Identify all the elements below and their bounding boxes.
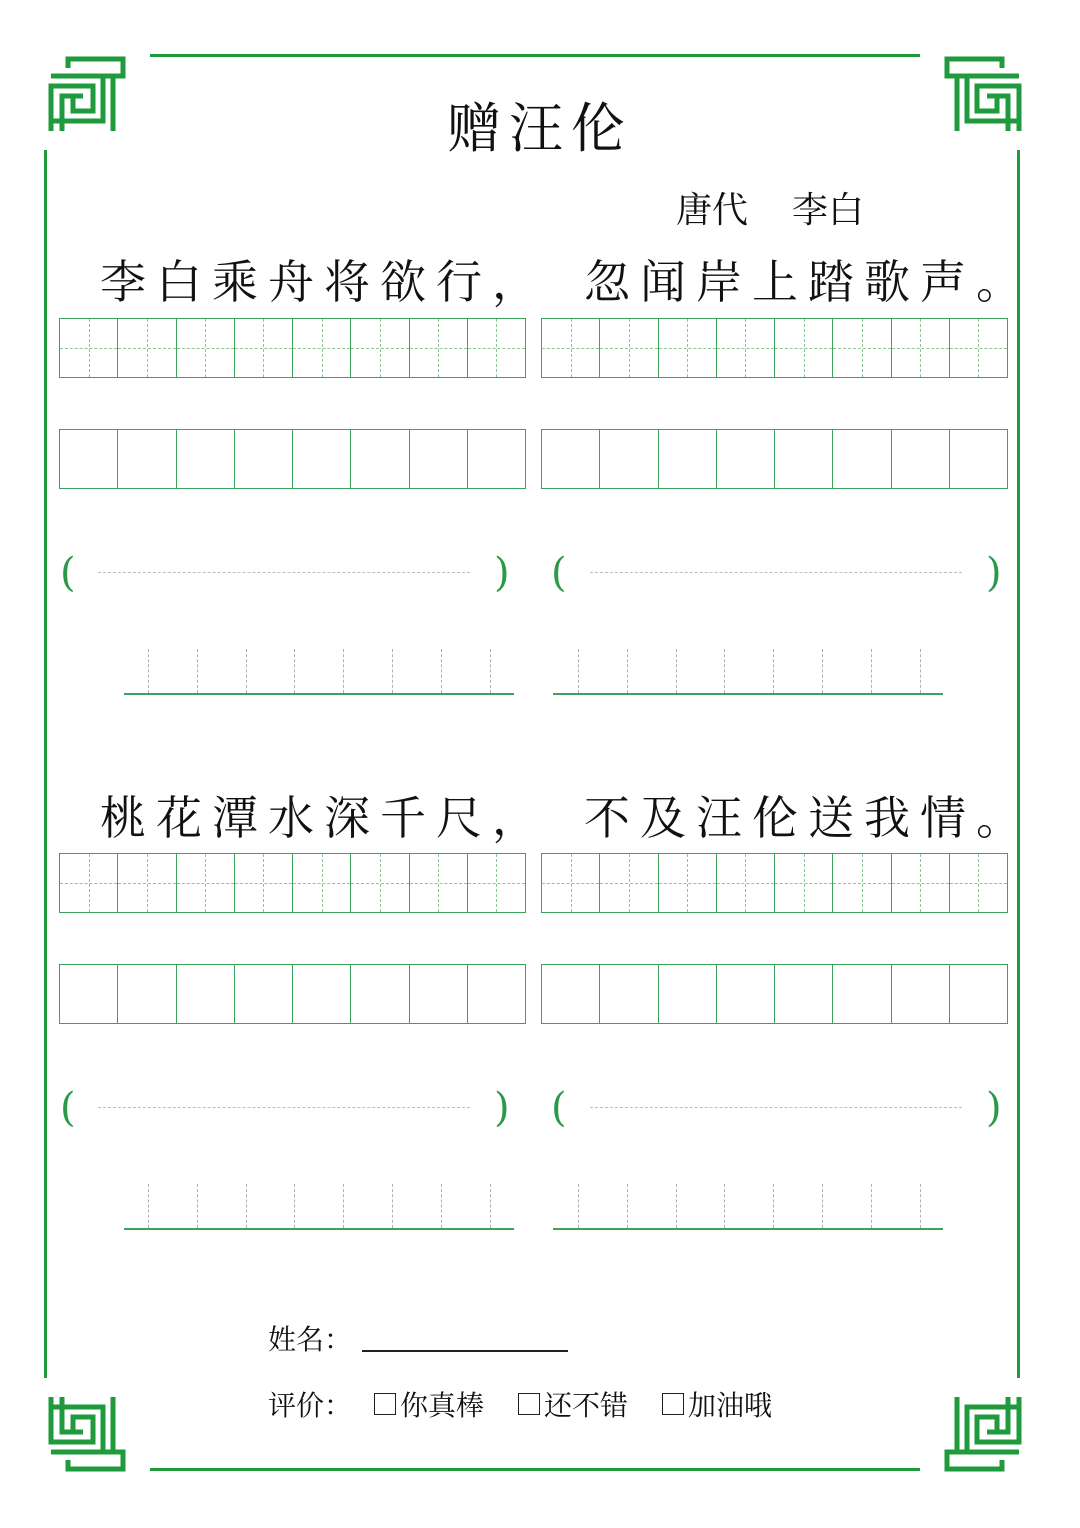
answer-dotted-line[interactable]: [590, 1107, 962, 1108]
grid-cell[interactable]: [542, 854, 600, 912]
pinyin-tick: [578, 649, 579, 693]
pinyin-tick: [822, 649, 823, 693]
grid-cell[interactable]: [410, 430, 468, 488]
frame-left: [44, 150, 47, 1378]
grid-cell[interactable]: [118, 854, 176, 912]
pinyin-tick: [920, 649, 921, 693]
tianzi-grid[interactable]: [541, 853, 1008, 913]
grid-cell[interactable]: [351, 430, 409, 488]
grid-cell[interactable]: [833, 430, 891, 488]
pinyin-tick: [246, 649, 247, 693]
grid-cell[interactable]: [468, 319, 525, 377]
close-paren: ): [494, 1085, 510, 1131]
tianzi-grid[interactable]: [541, 318, 1008, 378]
poem-line-2: 忽闻岸上踏歌声。: [584, 255, 1032, 309]
grid-cell[interactable]: [468, 965, 525, 1023]
grid-cell[interactable]: [833, 965, 891, 1023]
pinyin-tick: [871, 649, 872, 693]
name-label: 姓名：: [268, 1323, 353, 1356]
grid-cell[interactable]: [177, 430, 235, 488]
close-paren: ): [986, 550, 1002, 596]
corner-ornament-bottom-right: [944, 1394, 1022, 1472]
close-paren: ): [494, 550, 510, 596]
option-keep-going[interactable]: 加油哦: [662, 1384, 772, 1424]
pinyin-tick: [676, 649, 677, 693]
author-line: [676, 182, 864, 233]
grid-cell[interactable]: [118, 319, 176, 377]
open-paren: (: [60, 550, 76, 596]
tianzi-grid[interactable]: [59, 853, 526, 913]
grid-cell[interactable]: [293, 319, 351, 377]
grid-cell[interactable]: [542, 319, 600, 377]
name-input-line[interactable]: [362, 1350, 568, 1352]
poet-name: 李白: [792, 190, 865, 231]
pinyin-tick: [392, 649, 393, 693]
grid-cell[interactable]: [892, 319, 950, 377]
frame-bottom: [150, 1468, 920, 1471]
grid-cell[interactable]: [293, 430, 351, 488]
pinyin-tick: [294, 1184, 295, 1228]
pinyin-tick: [724, 649, 725, 693]
square-grid[interactable]: [541, 429, 1008, 489]
corner-ornament-bottom-left: [48, 1394, 126, 1472]
poem-line-1: 李白乘舟将欲行，: [100, 255, 548, 309]
close-paren: ): [986, 1085, 1002, 1131]
grid-cell[interactable]: [659, 965, 717, 1023]
grid-cell[interactable]: [775, 430, 833, 488]
pinyin-tick: [490, 1184, 491, 1228]
pinyin-tick: [822, 1184, 823, 1228]
frame-right: [1017, 150, 1020, 1378]
checkbox-good[interactable]: [518, 1393, 540, 1415]
grid-cell[interactable]: [542, 965, 600, 1023]
grid-cell[interactable]: [410, 319, 468, 377]
pinyin-tick: [148, 649, 149, 693]
grid-cell[interactable]: [600, 319, 658, 377]
option-good[interactable]: 还不错: [518, 1384, 628, 1424]
grid-cell[interactable]: [950, 319, 1007, 377]
evaluation-label: 评价：: [268, 1389, 353, 1422]
grid-cell[interactable]: [892, 854, 950, 912]
pinyin-tick: [676, 1184, 677, 1228]
grid-cell[interactable]: [600, 854, 658, 912]
square-grid[interactable]: [59, 429, 526, 489]
grid-cell[interactable]: [177, 965, 235, 1023]
checkbox-great[interactable]: [374, 1393, 396, 1415]
open-paren: (: [60, 1085, 76, 1131]
dynasty: 唐代: [676, 190, 749, 231]
grid-cell[interactable]: [775, 965, 833, 1023]
square-grid[interactable]: [59, 964, 526, 1024]
grid-cell[interactable]: [60, 965, 118, 1023]
grid-cell[interactable]: [892, 965, 950, 1023]
open-paren: (: [551, 1085, 567, 1131]
grid-cell[interactable]: [60, 854, 118, 912]
grid-cell[interactable]: [60, 319, 118, 377]
grid-cell[interactable]: [950, 430, 1007, 488]
poem-title: 赠汪伦: [447, 97, 633, 160]
grid-cell[interactable]: [659, 854, 717, 912]
pinyin-tick: [871, 1184, 872, 1228]
grid-cell[interactable]: [118, 430, 176, 488]
option-great[interactable]: 你真棒: [374, 1384, 484, 1424]
grid-cell[interactable]: [410, 854, 468, 912]
pinyin-tick: [343, 1184, 344, 1228]
grid-cell[interactable]: [950, 854, 1007, 912]
grid-cell[interactable]: [833, 854, 891, 912]
pinyin-baseline[interactable]: [553, 693, 943, 695]
tianzi-grid[interactable]: [59, 318, 526, 378]
square-grid[interactable]: [541, 964, 1008, 1024]
pinyin-tick: [490, 649, 491, 693]
evaluation-row: [268, 1384, 806, 1424]
grid-cell[interactable]: [351, 965, 409, 1023]
pinyin-tick: [441, 649, 442, 693]
grid-cell[interactable]: [775, 854, 833, 912]
grid-cell[interactable]: [351, 854, 409, 912]
pinyin-tick: [920, 1184, 921, 1228]
grid-cell[interactable]: [717, 430, 775, 488]
frame-top: [150, 54, 920, 57]
pinyin-tick: [197, 1184, 198, 1228]
grid-cell[interactable]: [600, 965, 658, 1023]
open-paren: (: [551, 550, 567, 596]
grid-cell[interactable]: [235, 965, 293, 1023]
grid-cell[interactable]: [950, 965, 1007, 1023]
grid-cell[interactable]: [542, 430, 600, 488]
pinyin-tick: [343, 649, 344, 693]
grid-cell[interactable]: [717, 965, 775, 1023]
grid-cell[interactable]: [659, 319, 717, 377]
grid-cell[interactable]: [659, 430, 717, 488]
grid-cell[interactable]: [177, 319, 235, 377]
grid-cell[interactable]: [235, 430, 293, 488]
grid-cell[interactable]: [468, 430, 525, 488]
pinyin-tick: [627, 1184, 628, 1228]
grid-cell[interactable]: [892, 430, 950, 488]
grid-cell[interactable]: [775, 319, 833, 377]
pinyin-tick: [773, 1184, 774, 1228]
pinyin-tick: [197, 649, 198, 693]
grid-cell[interactable]: [717, 319, 775, 377]
grid-cell[interactable]: [410, 965, 468, 1023]
answer-dotted-line[interactable]: [98, 572, 470, 573]
grid-cell[interactable]: [468, 854, 525, 912]
grid-cell[interactable]: [293, 854, 351, 912]
grid-cell[interactable]: [60, 430, 118, 488]
pinyin-baseline[interactable]: [553, 1228, 943, 1230]
grid-cell[interactable]: [833, 319, 891, 377]
grid-cell[interactable]: [351, 319, 409, 377]
answer-dotted-line[interactable]: [98, 1107, 470, 1108]
grid-cell[interactable]: [293, 965, 351, 1023]
pinyin-tick: [246, 1184, 247, 1228]
pinyin-tick: [627, 649, 628, 693]
grid-cell[interactable]: [600, 430, 658, 488]
poem-line-3: 桃花潭水深千尺，: [100, 791, 548, 845]
pinyin-tick: [578, 1184, 579, 1228]
poem-line-4: 不及汪伦送我情。: [584, 791, 1032, 845]
grid-cell[interactable]: [717, 854, 775, 912]
pinyin-tick: [148, 1184, 149, 1228]
grid-cell[interactable]: [177, 854, 235, 912]
pinyin-baseline[interactable]: [124, 693, 514, 695]
grid-cell[interactable]: [235, 319, 293, 377]
grid-cell[interactable]: [235, 854, 293, 912]
pinyin-baseline[interactable]: [124, 1228, 514, 1230]
pinyin-tick: [724, 1184, 725, 1228]
answer-dotted-line[interactable]: [590, 572, 962, 573]
pinyin-tick: [294, 649, 295, 693]
pinyin-tick: [773, 649, 774, 693]
checkbox-keep-going[interactable]: [662, 1393, 684, 1415]
pinyin-tick: [441, 1184, 442, 1228]
grid-cell[interactable]: [118, 965, 176, 1023]
pinyin-tick: [392, 1184, 393, 1228]
